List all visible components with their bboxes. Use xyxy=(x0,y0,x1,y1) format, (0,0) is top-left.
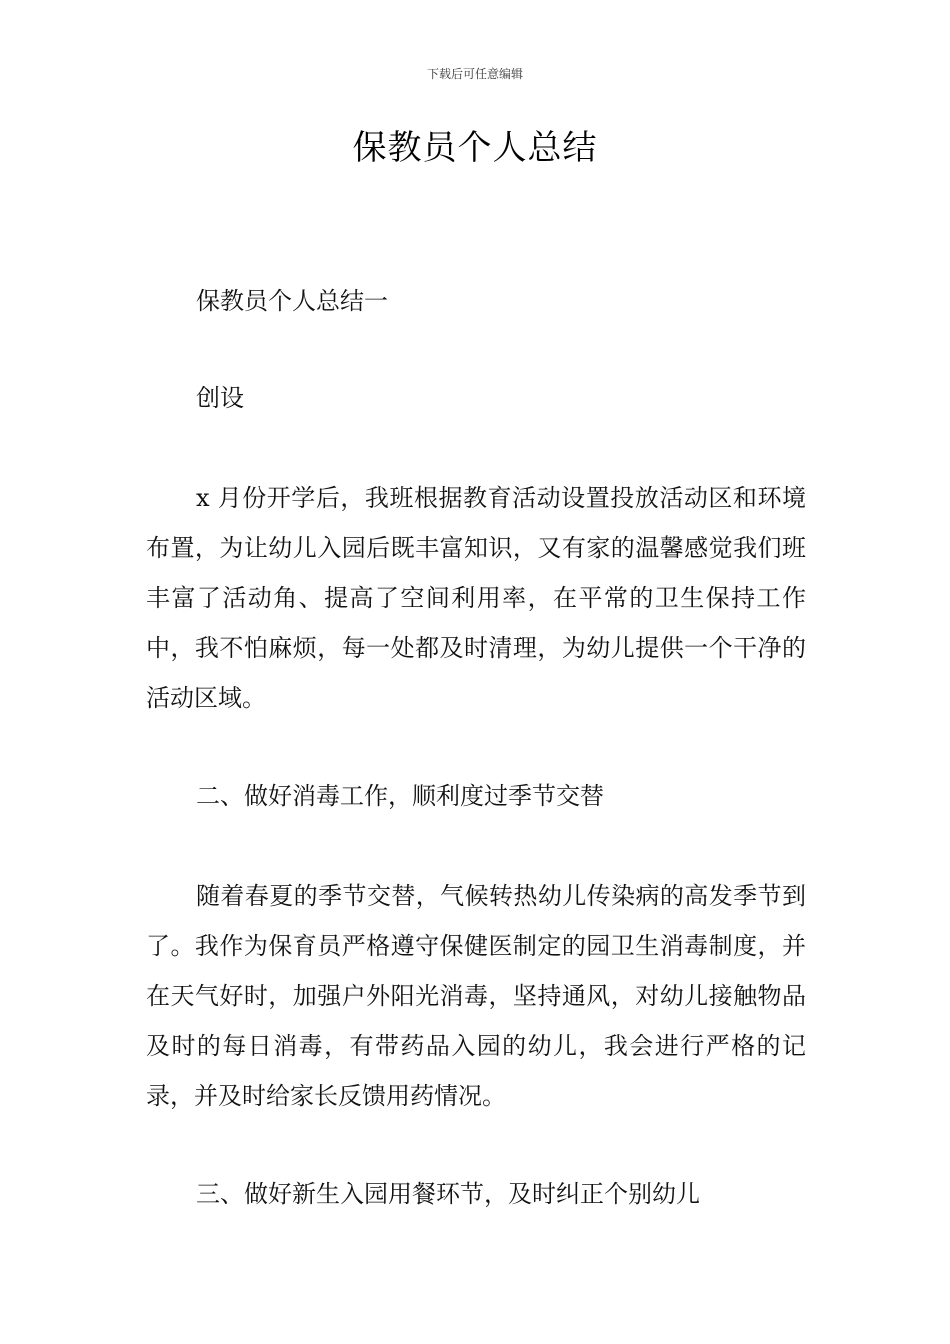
paragraph-environment: x 月份开学后，我班根据教育活动设置投放活动区和环境布置，为让幼儿入园后既丰富知识，又有家的温馨感觉我们班丰富了活动角、提高了空间利用率，在平常的卫生保持工作中，我不怕麻烦，每一处都及时清理，为幼儿提供一个干净的活动区域。 xyxy=(146,484,806,712)
paragraph-disinfection: 随着春夏的季节交替，气候转热幼儿传染病的高发季节到了。我作为保育员严格遵守保健医制定的园卫生消毒制度，并在天气好时，加强户外阳光消毒，坚持通风，对幼儿接触物品及时的每日消毒，有带药品入园的幼儿，我会进行严格的记录，并及时给家长反馈用药情况。 xyxy=(146,882,806,1110)
section-heading-1: 保教员个人总结一 xyxy=(196,287,388,315)
subheading-create: 创设 xyxy=(196,384,244,412)
subheading-meal: 三、做好新生入园用餐环节，及时纠正个别幼儿 xyxy=(196,1180,700,1208)
subheading-disinfection: 二、做好消毒工作，顺利度过季节交替 xyxy=(196,782,604,810)
page-header-note: 下载后可任意编辑 xyxy=(426,67,523,81)
document-title: 保教员个人总结 xyxy=(352,128,598,168)
